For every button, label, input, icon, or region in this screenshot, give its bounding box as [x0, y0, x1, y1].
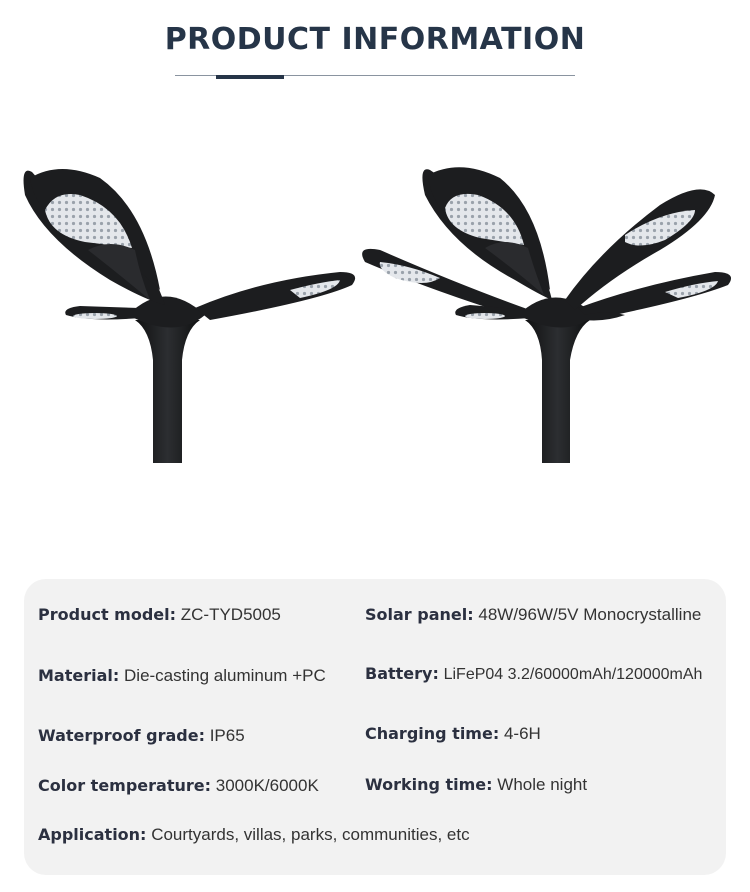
- spec-solar-panel: Solar panel: 48W/96W/5V Monocrystalline: [365, 605, 702, 624]
- spec-color-temperature: Color temperature: 3000K/6000K: [38, 776, 319, 795]
- product-photo: [0, 150, 750, 470]
- title-divider-accent: [216, 75, 284, 79]
- spec-application: Application: Courtyards, villas, parks, communities, etc: [38, 825, 470, 844]
- spec-panel: [24, 579, 726, 875]
- lamp-pole: [525, 320, 590, 463]
- lamp-five-head: [362, 167, 731, 463]
- spec-battery: Battery: LiFeP04 3.2/60000mAh/120000mAh: [365, 664, 703, 683]
- lamp-pole: [135, 320, 200, 463]
- spec-product-model: Product model: ZC-TYD5005: [38, 605, 281, 624]
- spec-charging-time: Charging time: 4-6H: [365, 724, 541, 743]
- spec-material: Material: Die-casting aluminum +PC: [38, 666, 326, 685]
- lamp-three-head: [24, 169, 356, 463]
- spec-waterproof: Waterproof grade: IP65: [38, 726, 245, 745]
- page-title: PRODUCT INFORMATION: [164, 22, 586, 57]
- lamp-arm-right: [195, 272, 355, 320]
- spec-working-time: Working time: Whole night: [365, 775, 588, 794]
